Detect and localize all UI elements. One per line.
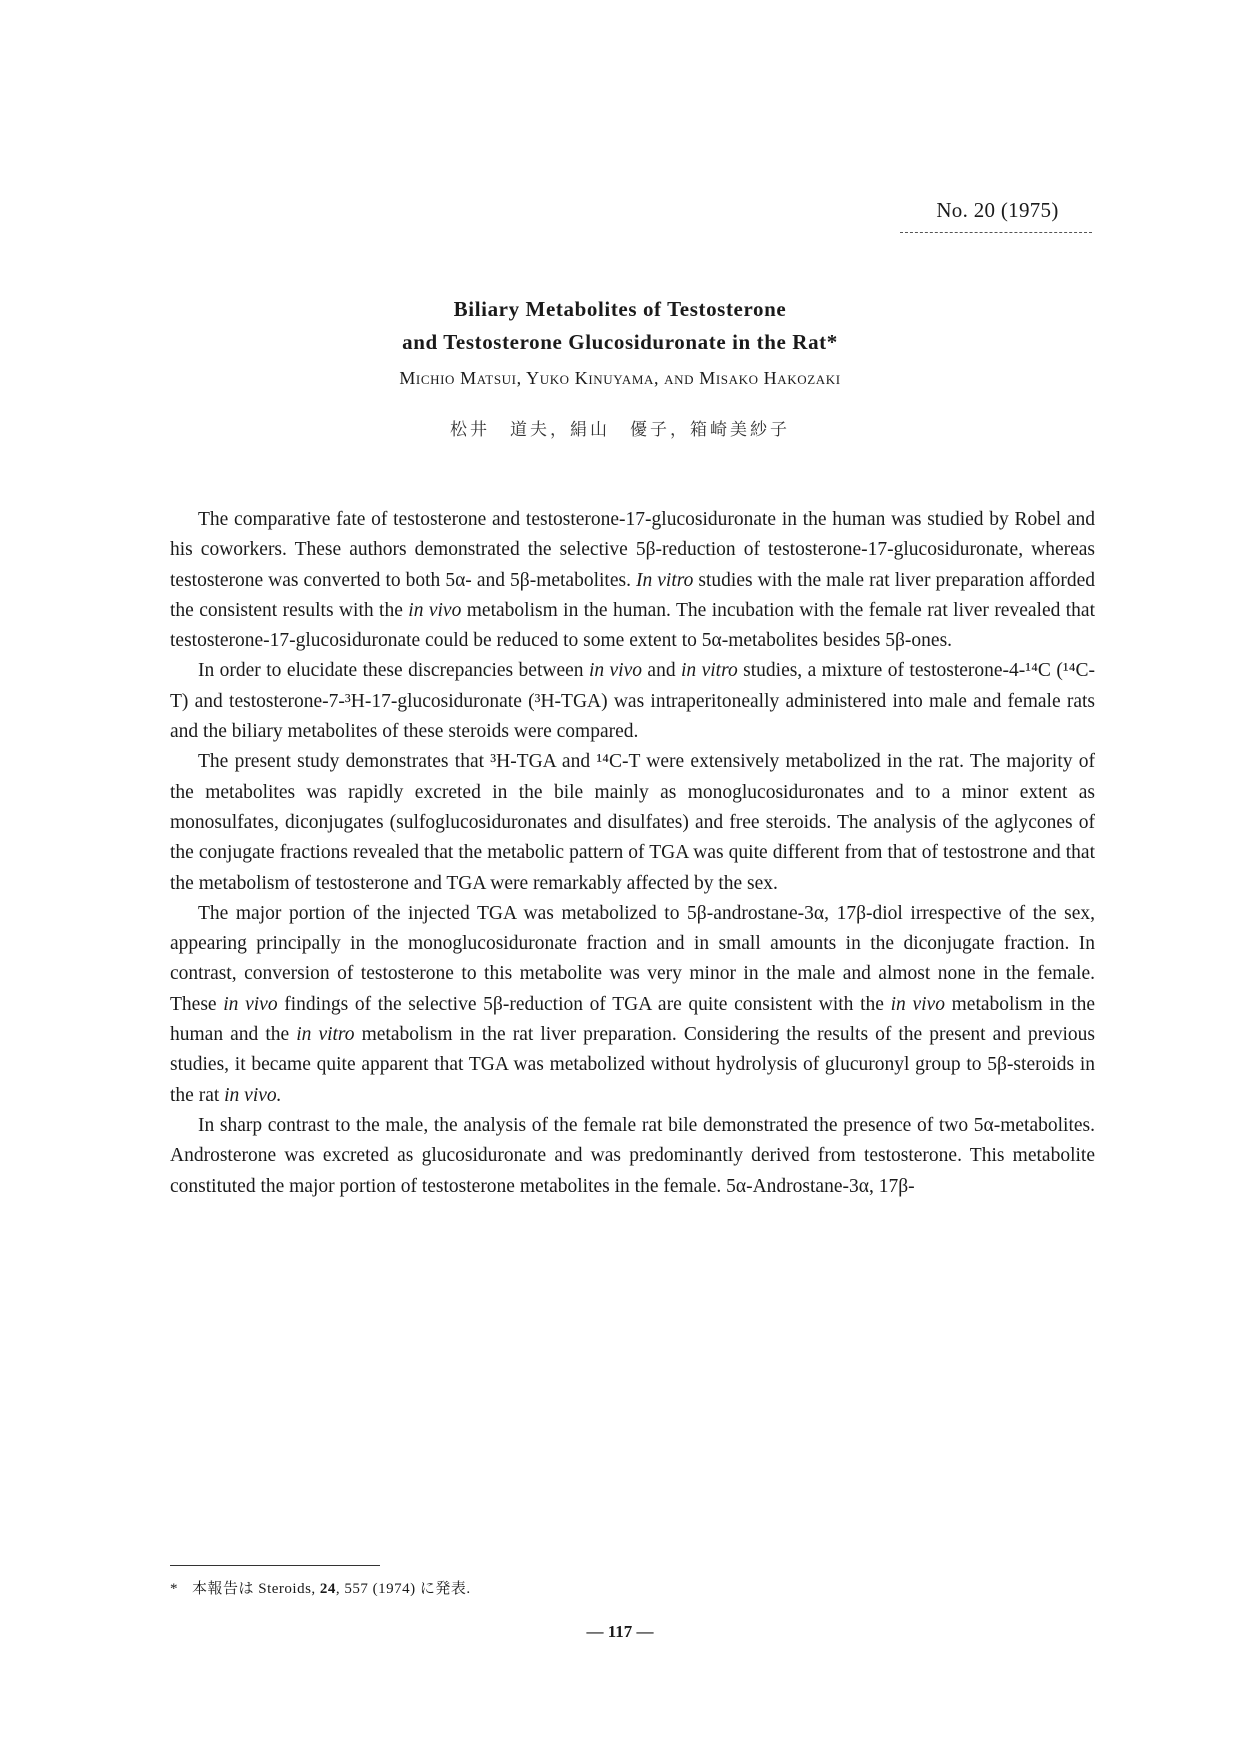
text-run: In order to elucidate these discrepancies between (198, 660, 589, 682)
italic-term: in vivo (890, 993, 945, 1015)
text-run: studies, a mixture of testosterone-4-¹⁴C (¹⁴C-T) and testosterone-7-³H-17-glucosiduronate (³H-TGA) was intraperitoneally administered into male and female rats and the biliary metabolites of these steroids were compared. (170, 660, 1095, 743)
italic-term: in vivo. (224, 1084, 282, 1106)
text-run: The major portion of the injected TGA was metabolized to 5β-androstane-3α, 17β-diol irrespective of the sex, appearing principally in the monoglucosiduronate fraction and in small amounts in the diconjugate fraction. In contrast, conversion of testosterone to this metabolite was very minor in the male and almost none in the female. These (170, 902, 1095, 1015)
paper-title-line-1: Biliary Metabolites of Testosterone (453, 297, 787, 321)
body-paragraph (170, 899, 1095, 1111)
body-text (170, 505, 1095, 1202)
text-run: findings of the selective 5β-reduction of TGA are quite consistent with the (277, 993, 891, 1015)
italic-term: in vitro (296, 1024, 355, 1046)
footnote-suffix: , 557 (1974) に発表. (335, 1581, 471, 1597)
italic-term: in vitro (681, 660, 738, 682)
text-run: metabolism in the human and the (170, 993, 1095, 1046)
text-run: and (642, 660, 682, 682)
footnote-marker: * (170, 1581, 178, 1597)
body-paragraph (170, 505, 1095, 656)
italic-term: In vitro (636, 569, 694, 591)
text-run: The present study demonstrates that ³H-TGA and ¹⁴C-T were extensively metabolized in the rat. The majority of the metabolites was rapidly excreted in the bile mainly as monoglucosiduronates and to a minor extent as monosulfates, diconjugates (sulfoglucosiduronates and disulfates) and free steroids. The analysis of the aglycones of the conjugate fractions revealed that the metabolic pattern of TGA was quite different from that of testostrone and that the metabolism of testosterone and TGA were remarkably affected by the sex. (170, 751, 1095, 894)
issue-underline (900, 232, 1092, 233)
italic-term: in vivo (223, 993, 278, 1015)
issue-number: No. 20 (1975) (936, 198, 1059, 222)
body-paragraph (170, 747, 1095, 898)
footnote-volume: 24 (319, 1581, 336, 1597)
text-run: metabolism in the human. The incubation with the female rat liver revealed that testosterone-17-glucosiduronate could be reduced to some extent to 5α-metabolites besides 5β-ones. (170, 599, 1095, 652)
text-run: studies with the male rat liver preparation afforded the consistent results with the (170, 569, 1095, 621)
authors-english: Michio Matsui, Yuko Kinuyama, and Misako Hakozaki (399, 368, 841, 388)
text-run: In sharp contrast to the male, the analysis of the female rat bile demonstrated the presence of two 5α-metabolites. Androsterone was excreted as glucosiduronate and was predominantly derived from testosterone. This metabolite constituted the major portion of testosterone metabolites in the female. 5α-Androstane-3α, 17β- (170, 1114, 1095, 1197)
body-paragraph (170, 656, 1095, 747)
footnote (170, 1577, 471, 1598)
page-number: — 117 — (586, 1622, 654, 1641)
footnote-prefix: 本報告は Steroids, (192, 1581, 320, 1597)
footnote-divider (170, 1565, 380, 1566)
text-run: metabolism in the rat liver preparation. Considering the results of the present and previous studies, it became quite apparent that TGA was metabolized without hydrolysis of glucuronyl group to 5β-steroids in the rat (170, 1024, 1095, 1106)
authors-japanese: 松井 道夫，絹山 優子，箱崎美紗子 (450, 420, 790, 440)
text-run: The comparative fate of testosterone and testosterone-17-glucosiduronate in the human was studied by Robel and his coworkers. These authors demonstrated the selective 5β-reduction of testosterone-17-glucosiduronate, whereas testosterone was converted to both 5α- and 5β-metabolites. (170, 509, 1095, 591)
italic-term: in vivo (588, 660, 643, 682)
italic-term: in vivo (408, 599, 462, 621)
body-paragraph (170, 1111, 1095, 1202)
paper-title-line-2: and Testosterone Glucosiduronate in the Rat* (402, 330, 838, 354)
